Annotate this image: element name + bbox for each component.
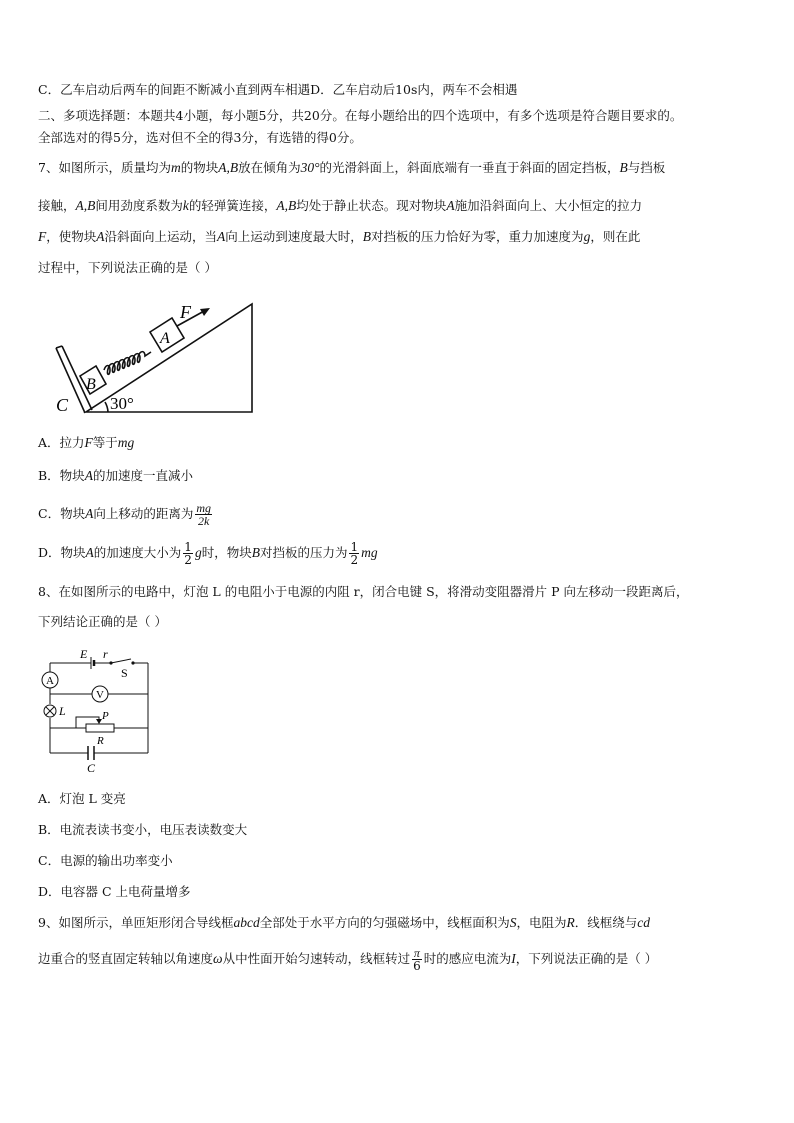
- q6-option-d: D．乙车启动后10s内，两车不会相遇: [310, 82, 518, 97]
- q7-stem-line1: 7、如图所示，质量均为m的物块A,B放在倾角为30°的光滑斜面上，斜面底端有一垂直于斜面的固定挡板，B与挡板: [38, 160, 666, 175]
- label-ammeter: A: [46, 675, 54, 687]
- switch-s: [111, 659, 131, 663]
- q6-option-c-d-line: [38, 82, 517, 98]
- label-voltmeter: V: [96, 689, 104, 701]
- q8-option-d: D．电容器 C 上电荷量增多: [38, 884, 191, 899]
- q6-option-c: C．乙车启动后两车的间距不断减小直到两车相遇: [38, 82, 311, 97]
- fraction-half: $\frac{1}{2}$: [184, 540, 192, 567]
- label-l: L: [59, 704, 66, 718]
- q7-incline-figure: [52, 296, 262, 420]
- fraction-pi-over-6: $\frac{\pi}{6}$: [413, 946, 421, 973]
- label-r-internal: r: [103, 647, 108, 661]
- section2-instructions-line1: 二、多项选择题：本题共4小题，每小题5分，共20分。在每小题给出的四个选项中，有多个选项是符合题目要求的。: [38, 108, 683, 123]
- q7-stem-line3: F，使物块A沿斜面向上运动，当A向上运动到速度最大时，B对挡板的压力恰好为零，重力加速度为g，则在此: [38, 229, 641, 244]
- label-s: S: [121, 666, 128, 680]
- angle-arc: [105, 402, 108, 412]
- q7-stem-line2: 接触，A,B间用劲度系数为k的轻弹簧连接，A,B均处于静止状态。现对物块A施加沿斜面向上、大小恒定的拉力: [38, 198, 643, 213]
- q9-stem-line2: 边重合的竖直固定转轴以角速度ω从中性面开始匀速转动，线框转过 $\frac{\pi}{6}$ 时的感应电流为I，下列说法正确的是（ ）: [38, 946, 658, 973]
- q8-option-c: C．电源的输出功率变小: [38, 853, 173, 868]
- q7-option-a: A．拉力F等于mg: [38, 435, 135, 450]
- q8-option-b: B．电流表读书变小，电压表读数变大: [38, 822, 248, 837]
- rheostat-r: [86, 724, 114, 732]
- fraction-mg-over-2k: $\frac{mg}{2k}$: [196, 501, 212, 528]
- q7-option-b: B．物块A的加速度一直减小: [38, 468, 193, 483]
- label-c: C: [87, 761, 96, 774]
- label-a: A: [160, 330, 170, 347]
- q8-circuit-figure: [36, 646, 158, 774]
- q7-stem-line4: 过程中，下列说法正确的是（ ）: [38, 260, 217, 275]
- label-p: P: [102, 710, 109, 722]
- q9-stem-line1: 9、如图所示，单匝矩形闭合导线框abcd全部处于水平方向的匀强磁场中，线框面积为S，电阻为R．线框绕与cd: [38, 915, 651, 930]
- q8-stem-line1: 8、在如图所示的电路中，灯泡 L 的电阻小于电源的内阻 r，闭合电键 S，将滑动变阻器滑片 P 向左移动一段距离后，: [38, 584, 689, 599]
- label-r: R: [97, 735, 104, 747]
- spring: [104, 352, 151, 375]
- q8-stem-line2: 下列结论正确的是（ ）: [38, 614, 167, 629]
- q7-option-d: D．物块A的加速度大小为 $\frac{1}{2}$ g时，物块B对挡板的压力为 $\frac{1}{2}$ mg: [38, 540, 378, 567]
- q7-option-c: C．物块A向上移动的距离为 $\frac{mg}{2k}$: [38, 501, 212, 528]
- label-c: C: [56, 395, 69, 415]
- label-e: E: [80, 647, 88, 661]
- label-f: F: [180, 302, 191, 322]
- label-angle: 30°: [110, 394, 134, 413]
- fraction-half-2: $\frac{1}{2}$: [350, 540, 359, 567]
- section2-instructions-line2: 全部选对的得5分，选对但不全的得3分，有选错的得0分。: [38, 130, 362, 145]
- label-b: B: [86, 376, 96, 393]
- slider-p: [76, 717, 99, 728]
- q8-option-a: A．灯泡 L 变亮: [38, 791, 126, 806]
